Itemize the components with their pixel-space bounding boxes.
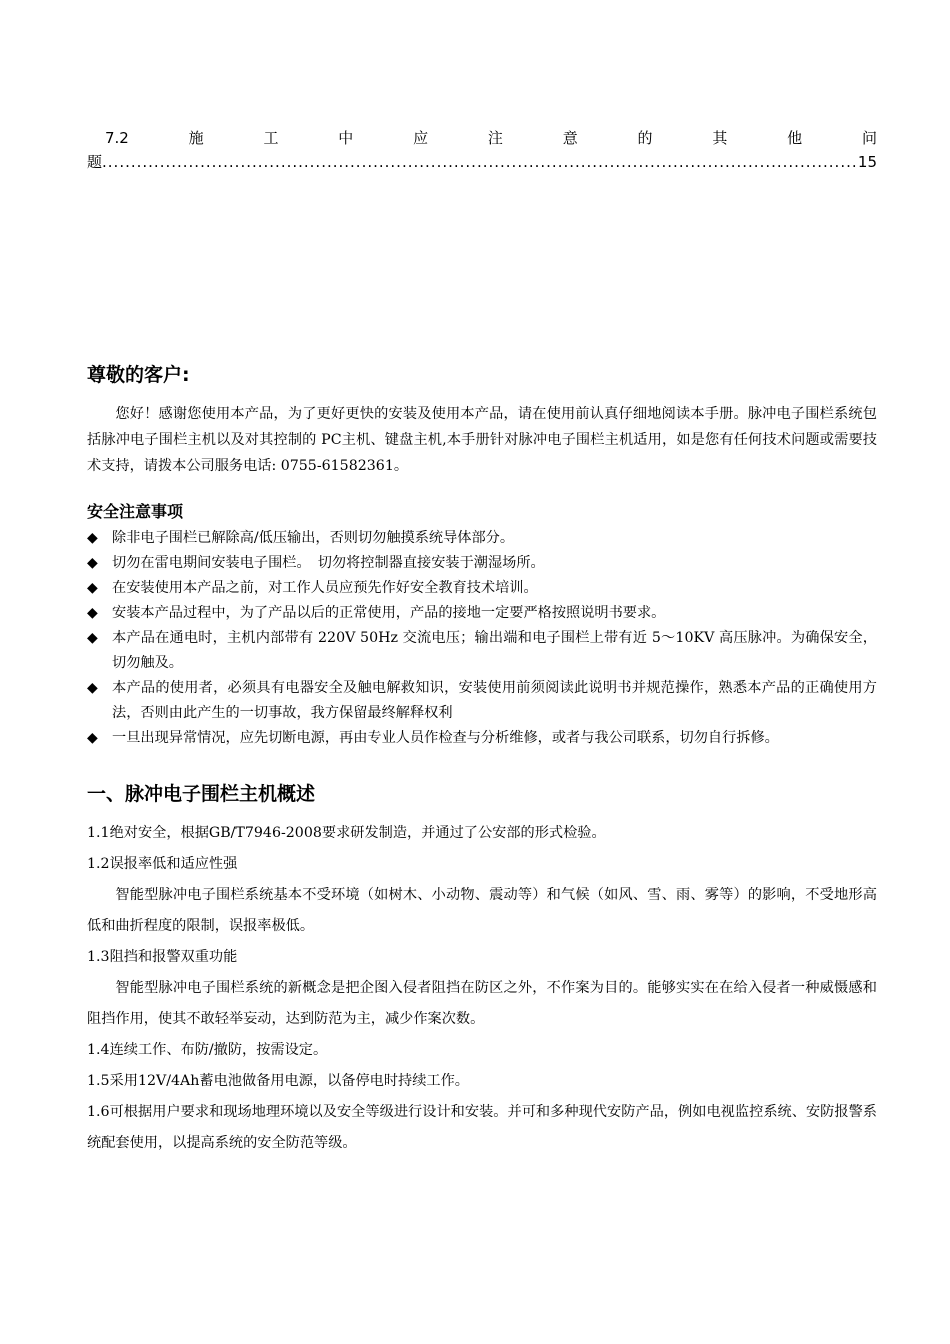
section-paragraph: 1.6可根据用户要求和现场地理环境以及安全等级进行设计和安装。并可和多种现代安防产品，例如电视监控系统、安防报警系统配套使用，以提高系统的安全防范等级。 (87, 1104, 877, 1151)
diamond-bullet-icon: ◆ (87, 580, 98, 596)
section-paragraph: 1.4连续工作、布防/撤防，按需设定。 (87, 1042, 328, 1058)
section-paragraph: 1.1绝对安全，根据GB/T7946-2008要求研发制造，并通过了公安部的形式检验。 (87, 825, 606, 841)
diamond-bullet-icon: ◆ (87, 530, 98, 546)
toc-char: 应 (413, 129, 429, 147)
section-body (87, 818, 877, 1159)
toc-char: 工 (263, 129, 279, 147)
list-item-text: 在安装使用本产品之前，对工作人员应预先作好安全教育技术培训。 (112, 580, 538, 596)
toc-char: 问 (861, 129, 877, 147)
section-heading: 一、脉冲电子围栏主机概述 (87, 783, 316, 805)
greeting-heading: 尊敬的客户: (87, 364, 190, 386)
list-item (87, 526, 877, 551)
list-item (87, 576, 877, 601)
list-item-text: 本产品在通电时，主机内部带有 220V 50Hz 交流电压；输出端和电子围栏上带有近 5～10KV 高压脉冲。为确保安全，切勿触及。 (112, 630, 877, 671)
diamond-bullet-icon: ◆ (87, 555, 98, 571)
list-item (87, 676, 877, 726)
safety-list (87, 526, 877, 751)
toc-entry-title (87, 126, 877, 150)
toc-page-number: 15 (857, 153, 877, 171)
toc-char: 其 (712, 129, 728, 147)
list-item-text: 除非电子围栏已解除高/低压输出，否则切勿触摸系统导体部分。 (112, 530, 515, 546)
section-paragraph: 1.3阻挡和报警双重功能 (87, 949, 238, 965)
list-item-text: 安装本产品过程中，为了产品以后的正常使用，产品的接地一定要严格按照说明书要求。 (112, 605, 666, 621)
list-item (87, 626, 877, 676)
toc-char: 注 (487, 129, 503, 147)
toc-number: 7.2 (105, 129, 129, 147)
list-item-text: 切勿在雷电期间安装电子围栏。 切勿将控制器直接安装于潮湿场所。 (112, 555, 545, 571)
section-paragraph: 智能型脉冲电子围栏系统基本不受环境（如树木、小动物、震动等）和气候（如风、雪、雨、雾等）的影响，不受地形高低和曲折程度的限制，误报率极低。 (87, 887, 877, 934)
section-paragraph: 1.5采用12V/4Ah蓄电池做备用电源，以备停电时持续工作。 (87, 1073, 469, 1089)
toc-entry-continuation (87, 150, 877, 174)
diamond-bullet-icon: ◆ (87, 680, 98, 696)
toc-char: 施 (188, 129, 204, 147)
toc-char: 的 (637, 129, 653, 147)
toc-leader-dots (102, 150, 858, 174)
intro-paragraph: 您好！感谢您使用本产品，为了更好更快的安装及使用本产品，请在使用前认真仔细地阅读本手册。脉冲电子围栏系统包括脉冲电子围栏主机以及对其控制的 PC主机、键盘主机,本手册针对脉冲电子围栏主机适用，如是您有任何技术问题或需要技术支持，请拨本公司服务电话: 0755-61582361。 (87, 406, 877, 474)
diamond-bullet-icon: ◆ (87, 605, 98, 621)
list-item (87, 551, 877, 576)
diamond-bullet-icon: ◆ (87, 730, 98, 746)
section-paragraph: 智能型脉冲电子围栏系统的新概念是把企图入侵者阻挡在防区之外，不作案为目的。能够实实在在给入侵者一种威慑感和阻挡作用，使其不敢轻举妄动，达到防范为主，减少作案次数。 (87, 980, 877, 1027)
list-item-text: 本产品的使用者，必须具有电器安全及触电解救知识，安装使用前须阅读此说明书并规范操作，熟悉本产品的正确使用方法，否则由此产生的一切事故，我方保留最终解释权利 (112, 680, 877, 721)
diamond-bullet-icon: ◆ (87, 630, 98, 646)
main-content (87, 360, 877, 1159)
safety-heading: 安全注意事项 (87, 502, 184, 521)
toc-char: 中 (338, 129, 354, 147)
section-paragraph: 1.2误报率低和适应性强 (87, 856, 238, 872)
list-item (87, 601, 877, 626)
toc-char: 意 (562, 129, 578, 147)
toc-char: 题 (87, 153, 103, 171)
toc-char: 他 (787, 129, 803, 147)
toc-entry[interactable] (87, 126, 877, 174)
list-item-text: 一旦出现异常情况，应先切断电源，再由专业人员作检查与分析维修，或者与我公司联系，切勿自行拆修。 (112, 730, 779, 746)
list-item (87, 726, 877, 751)
